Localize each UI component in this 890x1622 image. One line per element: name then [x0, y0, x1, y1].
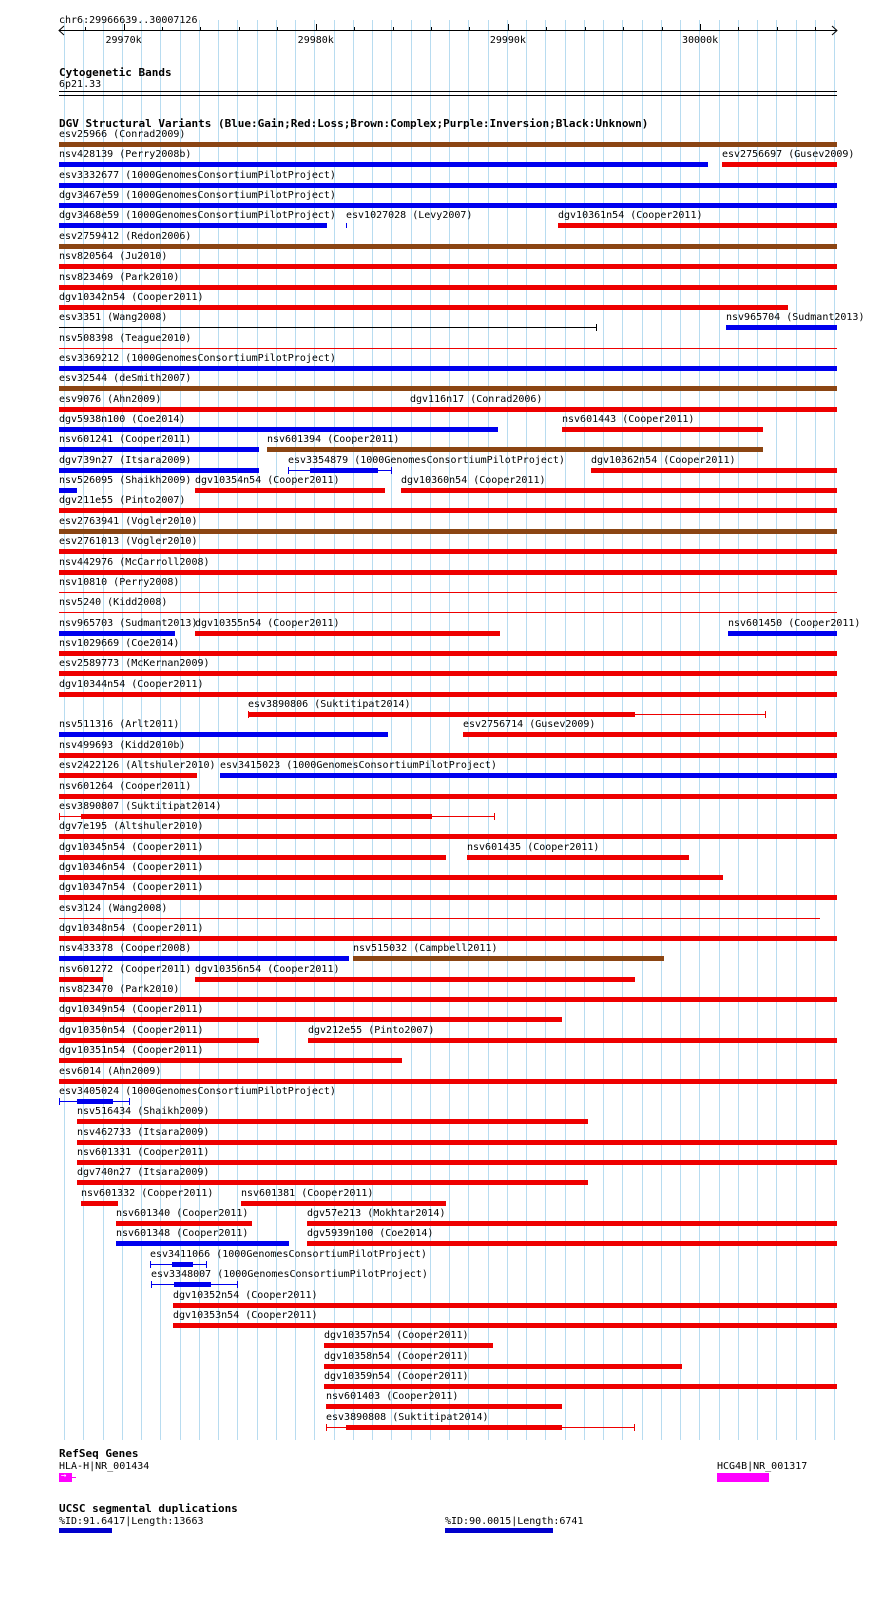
sv-label: nsv601435 (Cooper2011)	[467, 842, 600, 853]
sv-label: nsv433378 (Cooper2008)	[59, 943, 192, 954]
sv-feature[interactable]	[267, 447, 763, 452]
sv-whisker-cap	[150, 1261, 151, 1268]
sv-whisker-cap	[326, 1424, 327, 1431]
sv-label: nsv1029669 (Coe2014)	[59, 638, 180, 649]
sv-feature[interactable]	[401, 488, 837, 493]
sv-label: nsv499693 (Kidd2010b)	[59, 740, 186, 751]
sv-feature[interactable]	[59, 956, 349, 961]
sv-feature[interactable]	[59, 327, 597, 328]
sv-feature[interactable]	[59, 794, 837, 799]
sv-label: dgv57e213 (Mokhtar2014)	[307, 1208, 446, 1219]
sv-feature[interactable]	[59, 855, 446, 860]
sv-feature[interactable]	[59, 692, 837, 697]
sv-feature[interactable]	[116, 1241, 289, 1246]
gene-feature[interactable]	[717, 1473, 769, 1482]
sv-label: nsv601264 (Cooper2011)	[59, 781, 192, 792]
sv-whisker-cap	[494, 813, 495, 820]
sv-feature[interactable]	[59, 936, 837, 941]
sv-feature[interactable]	[59, 1058, 402, 1063]
sv-feature[interactable]	[308, 1038, 837, 1043]
sv-feature[interactable]	[59, 631, 175, 636]
sv-label: esv3369212 (1000GenomesConsortiumPilotProject)	[59, 353, 336, 364]
sv-feature[interactable]	[59, 305, 788, 310]
sv-label: nsv10810 (Perry2008)	[59, 577, 180, 588]
dgv-track-title: DGV Structural Variants (Blue:Gain;Red:Loss;Brown:Complex;Purple:Inversion;Black:Unknown)	[59, 117, 649, 130]
sv-label: dgv10359n54 (Cooper2011)	[324, 1371, 469, 1382]
sv-feature[interactable]	[310, 468, 378, 473]
segdup-track-title: UCSC segmental duplications	[59, 1502, 238, 1515]
sv-whisker-cap	[288, 467, 289, 474]
sv-feature[interactable]	[81, 814, 432, 819]
sv-feature[interactable]	[174, 1282, 211, 1287]
sv-whisker-cap	[634, 1424, 635, 1431]
sv-feature[interactable]	[59, 918, 820, 919]
sv-label: esv2756697 (Gusev2009)	[722, 149, 855, 160]
sv-feature[interactable]	[59, 773, 197, 778]
sv-feature[interactable]	[59, 223, 327, 228]
sv-label: dgv7e195 (Altshuler2010)	[59, 821, 204, 832]
sv-feature[interactable]	[59, 1079, 837, 1084]
sv-feature[interactable]	[59, 244, 837, 249]
sv-feature[interactable]	[324, 1364, 682, 1369]
sv-feature[interactable]	[346, 1425, 562, 1430]
sv-label: esv3354879 (1000GenomesConsortiumPilotProject)	[288, 455, 565, 466]
sv-label: nsv515032 (Campbell2011)	[353, 943, 498, 954]
sv-label: dgv10356n54 (Cooper2011)	[195, 964, 340, 975]
sv-feature[interactable]	[59, 348, 837, 349]
sv-feature[interactable]	[59, 427, 498, 432]
sv-feature[interactable]	[59, 834, 837, 839]
sv-label: dgv10350n54 (Cooper2011)	[59, 1025, 204, 1036]
sv-label: dgv10355n54 (Cooper2011)	[195, 618, 340, 629]
sv-feature[interactable]	[59, 407, 410, 412]
sv-label: dgv739n27 (Itsara2009)	[59, 455, 192, 466]
sv-label: esv3351 (Wang2008)	[59, 312, 168, 323]
sv-feature[interactable]	[463, 732, 837, 737]
sv-feature[interactable]	[324, 1384, 837, 1389]
sv-feature[interactable]	[59, 671, 837, 676]
ruler-tick-label: 29970k	[105, 35, 142, 46]
sv-label: dgv10347n54 (Cooper2011)	[59, 882, 204, 893]
sv-feature[interactable]	[59, 549, 837, 554]
sv-label: dgv10351n54 (Cooper2011)	[59, 1045, 204, 1056]
sv-label: dgv211e55 (Pinto2007)	[59, 495, 186, 506]
sv-label: dgv116n17 (Conrad2006)	[410, 394, 543, 405]
sv-label: nsv601272 (Cooper2011)	[59, 964, 192, 975]
sv-feature[interactable]	[59, 529, 837, 534]
refseq-track-title: RefSeq Genes	[59, 1447, 139, 1460]
sv-feature[interactable]	[59, 386, 837, 391]
sv-whisker-cap	[151, 1281, 152, 1288]
sv-label: dgv10346n54 (Cooper2011)	[59, 862, 204, 873]
sv-label: esv3890807 (Suktitipat2014)	[59, 801, 222, 812]
sv-label: dgv10344n54 (Cooper2011)	[59, 679, 204, 690]
sv-label: dgv740n27 (Itsara2009)	[77, 1167, 210, 1178]
sv-label: dgv10348n54 (Cooper2011)	[59, 923, 204, 934]
sv-label: nsv601332 (Cooper2011)	[81, 1188, 214, 1199]
sv-feature[interactable]	[59, 142, 837, 147]
sv-feature[interactable]	[59, 570, 837, 575]
sv-feature[interactable]	[59, 997, 837, 1002]
sv-label: nsv601450 (Cooper2011)	[728, 618, 861, 629]
sv-label: dgv10357n54 (Cooper2011)	[324, 1330, 469, 1341]
sv-whisker-cap	[129, 1098, 130, 1105]
sv-label: esv1027028 (Levy2007)	[346, 210, 473, 221]
gene-label: HLA-H|NR_001434	[59, 1461, 150, 1472]
sv-label: nsv601381 (Cooper2011)	[241, 1188, 374, 1199]
sv-feature[interactable]	[59, 753, 837, 758]
sv-label: esv2759412 (Redon2006)	[59, 231, 192, 242]
sv-label: esv2589773 (McKernan2009)	[59, 658, 210, 669]
position-ruler[interactable]	[0, 20, 890, 70]
sv-feature[interactable]	[241, 1201, 446, 1206]
cytoband-band[interactable]	[59, 91, 837, 92]
sv-whisker-cap	[391, 467, 392, 474]
sv-feature[interactable]	[116, 1221, 252, 1226]
sv-label: dgv212e55 (Pinto2007)	[308, 1025, 435, 1036]
sv-feature[interactable]	[59, 977, 103, 982]
sv-feature[interactable]	[77, 1160, 837, 1165]
sv-feature[interactable]	[59, 508, 837, 513]
sv-feature[interactable]	[722, 162, 837, 167]
sv-feature[interactable]	[467, 855, 689, 860]
sv-feature[interactable]	[324, 1343, 493, 1348]
sv-feature[interactable]	[59, 162, 708, 167]
sv-feature[interactable]	[307, 1241, 837, 1246]
sv-label: nsv511316 (Arlt2011)	[59, 719, 180, 730]
sv-label: dgv10361n54 (Cooper2011)	[558, 210, 703, 221]
sv-whisker-cap	[59, 1098, 60, 1105]
sv-feature[interactable]	[59, 468, 259, 473]
sv-feature[interactable]	[728, 631, 837, 636]
sv-feature[interactable]	[59, 732, 388, 737]
sv-feature[interactable]	[59, 592, 837, 593]
sv-end-cap	[596, 324, 597, 331]
sv-feature[interactable]	[77, 1180, 588, 1185]
sv-feature[interactable]	[59, 651, 837, 656]
sv-feature[interactable]	[77, 1099, 113, 1104]
sv-label: nsv442976 (McCarroll2008)	[59, 557, 210, 568]
sv-label: dgv10352n54 (Cooper2011)	[173, 1290, 318, 1301]
sv-feature[interactable]	[307, 1221, 837, 1226]
sv-label: nsv5240 (Kidd2008)	[59, 597, 168, 608]
sv-label: dgv10342n54 (Cooper2011)	[59, 292, 204, 303]
sv-label: dgv10354n54 (Cooper2011)	[195, 475, 340, 486]
sv-label: dgv5939n100 (Coe2014)	[307, 1228, 434, 1239]
sv-whisker-cap	[765, 711, 766, 718]
sv-label: dgv10349n54 (Cooper2011)	[59, 1004, 204, 1015]
sv-label: dgv3467e59 (1000GenomesConsortiumPilotProject)	[59, 190, 336, 201]
sv-feature[interactable]	[562, 427, 763, 432]
ruler-tick-label: 30000k	[682, 35, 719, 46]
sv-label: dgv10362n54 (Cooper2011)	[591, 455, 736, 466]
sv-feature[interactable]	[59, 612, 837, 613]
sv-feature[interactable]	[195, 977, 635, 982]
sv-feature[interactable]	[558, 223, 837, 228]
sv-label: dgv3468e59 (1000GenomesConsortiumPilotProject)	[59, 210, 336, 221]
sv-feature[interactable]	[59, 488, 77, 493]
sv-label: nsv601241 (Cooper2011)	[59, 434, 192, 445]
sv-label: esv9076 (Ahn2009)	[59, 394, 162, 405]
sv-label: dgv5938n100 (Coe2014)	[59, 414, 186, 425]
sv-whisker-cap	[237, 1281, 238, 1288]
sv-feature[interactable]	[220, 773, 837, 778]
sv-label: esv3411066 (1000GenomesConsortiumPilotProject)	[150, 1249, 427, 1260]
segdup-feature[interactable]	[445, 1528, 553, 1533]
sv-label: esv3405024 (1000GenomesConsortiumPilotProject)	[59, 1086, 336, 1097]
sv-feature[interactable]	[59, 366, 837, 371]
sv-feature[interactable]	[172, 1262, 193, 1267]
sv-label: nsv601340 (Cooper2011)	[116, 1208, 249, 1219]
ruler-tick-label: 29980k	[297, 35, 334, 46]
sv-feature[interactable]	[326, 1404, 562, 1409]
position-label: chr6:29966639..30007126	[59, 15, 198, 26]
sv-label: nsv601443 (Cooper2011)	[562, 414, 695, 425]
sv-feature[interactable]	[248, 712, 635, 717]
sv-label: nsv462733 (Itsara2009)	[77, 1127, 210, 1138]
sv-feature[interactable]	[195, 488, 385, 493]
sv-label: esv3890806 (Suktitipat2014)	[248, 699, 411, 710]
cytoband-track-title: Cytogenetic Bands	[59, 66, 172, 79]
sv-feature[interactable]	[77, 1140, 837, 1145]
sv-label: nsv965704 (Sudmant2013)	[726, 312, 865, 323]
sv-label: nsv516434 (Shaikh2009)	[77, 1106, 210, 1117]
sv-feature[interactable]	[59, 285, 837, 290]
sv-feature[interactable]	[59, 203, 837, 208]
sv-feature[interactable]	[410, 407, 837, 412]
sv-label: esv3124 (Wang2008)	[59, 903, 168, 914]
sv-feature[interactable]	[591, 468, 837, 473]
sv-label: esv2763941 (Vogler2010)	[59, 516, 198, 527]
sv-label: nsv820564 (Ju2010)	[59, 251, 168, 262]
sv-feature[interactable]	[59, 895, 837, 900]
sv-label: esv3332677 (1000GenomesConsortiumPilotProject)	[59, 170, 336, 181]
sv-feature[interactable]	[195, 631, 500, 636]
sv-feature[interactable]	[81, 1201, 118, 1206]
sv-whisker-cap	[206, 1261, 207, 1268]
sv-feature[interactable]	[353, 956, 664, 961]
gene-strand-line	[72, 1477, 76, 1478]
strand-arrow-icon: →	[61, 1471, 67, 1481]
sv-label: esv2756714 (Gusev2009)	[463, 719, 596, 730]
sv-feature[interactable]	[173, 1303, 837, 1308]
gene-label: HCG4B|NR_001317	[717, 1461, 808, 1472]
segdup-label: %ID:91.6417|Length:13663	[59, 1516, 204, 1527]
sv-feature[interactable]	[59, 1038, 259, 1043]
sv-feature[interactable]	[59, 264, 837, 269]
sv-label: esv25966 (Conrad2009)	[59, 129, 186, 140]
sv-label: esv2422126 (Altshuler2010)	[59, 760, 216, 771]
sv-label: esv3348007 (1000GenomesConsortiumPilotProject)	[151, 1269, 428, 1280]
sv-feature[interactable]	[59, 447, 259, 452]
sv-whisker-cap	[59, 813, 60, 820]
sv-label: esv32544 (deSmith2007)	[59, 373, 192, 384]
sv-label: nsv428139 (Perry2008b)	[59, 149, 192, 160]
segdup-label: %ID:90.0015|Length:6741	[445, 1516, 584, 1527]
sv-label: dgv10358n54 (Cooper2011)	[324, 1351, 469, 1362]
sv-label: nsv965703 (Sudmant2013)	[59, 618, 198, 629]
sv-feature[interactable]	[59, 1017, 562, 1022]
sv-label: dgv10360n54 (Cooper2011)	[401, 475, 546, 486]
sv-feature[interactable]	[726, 325, 837, 330]
sv-feature[interactable]	[346, 223, 347, 228]
sv-label: esv6014 (Ahn2009)	[59, 1066, 162, 1077]
sv-label: nsv823470 (Park2010)	[59, 984, 180, 995]
sv-label: nsv823469 (Park2010)	[59, 272, 180, 283]
sv-label: dgv10345n54 (Cooper2011)	[59, 842, 204, 853]
cytoband-label: 6p21.33	[59, 79, 102, 90]
sv-label: nsv601403 (Cooper2011)	[326, 1391, 459, 1402]
sv-label: nsv508398 (Teague2010)	[59, 333, 192, 344]
sv-label: dgv10353n54 (Cooper2011)	[173, 1310, 318, 1321]
sv-label: nsv601348 (Cooper2011)	[116, 1228, 249, 1239]
sv-label: esv3415023 (1000GenomesConsortiumPilotProject)	[220, 760, 497, 771]
sv-feature[interactable]	[173, 1323, 837, 1328]
sv-label: nsv601331 (Cooper2011)	[77, 1147, 210, 1158]
sv-feature[interactable]	[59, 183, 837, 188]
sv-label: nsv526095 (Shaikh2009)	[59, 475, 192, 486]
sv-feature[interactable]	[77, 1119, 588, 1124]
sv-label: esv2761013 (Vogler2010)	[59, 536, 198, 547]
sv-label: nsv601394 (Cooper2011)	[267, 434, 400, 445]
ruler-tick-label: 29990k	[489, 35, 526, 46]
segdup-feature[interactable]	[59, 1528, 112, 1533]
sv-feature[interactable]	[59, 875, 723, 880]
sv-label: esv3890808 (Suktitipat2014)	[326, 1412, 489, 1423]
cytoband-divider	[59, 95, 837, 96]
